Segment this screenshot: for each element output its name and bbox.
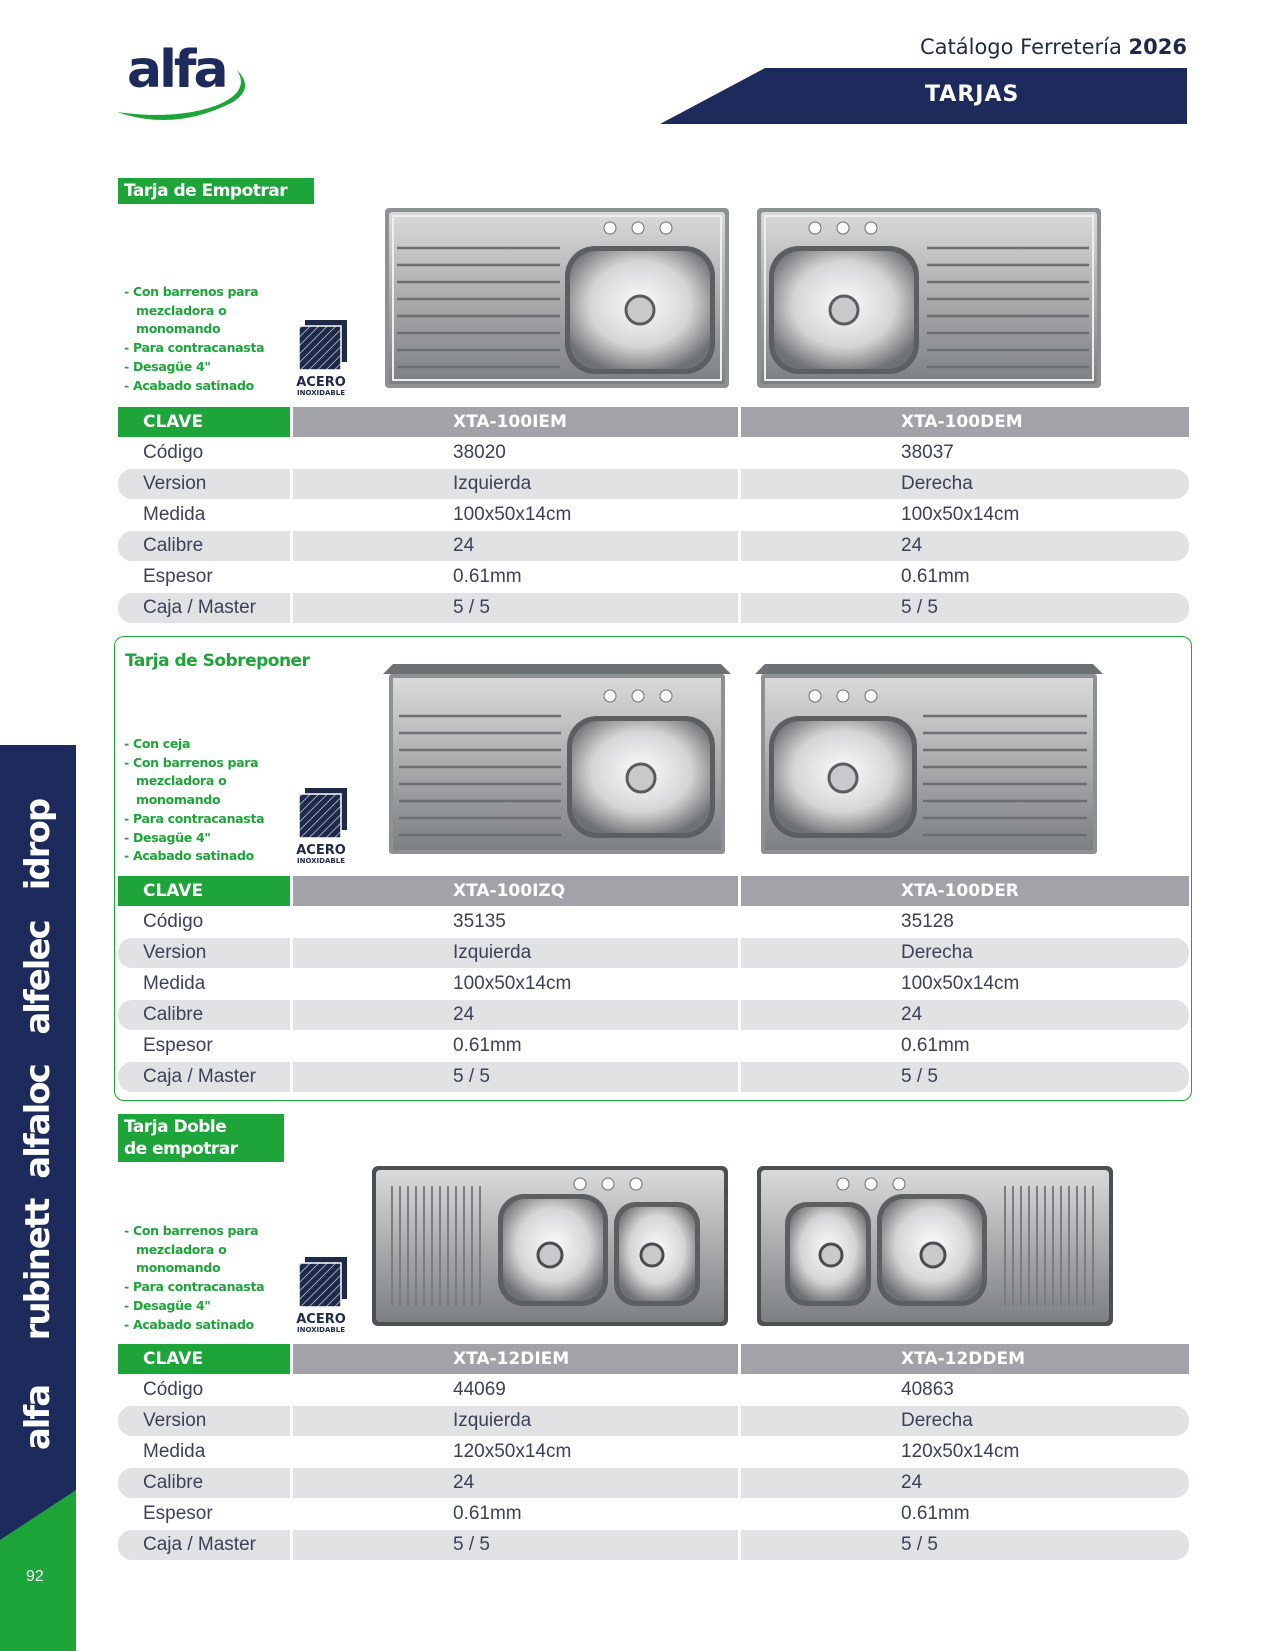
spec-table-sobreponer	[118, 876, 1188, 1093]
alfa-logo	[115, 40, 265, 130]
logo-text: alfa	[127, 40, 226, 100]
cell: 24	[741, 1468, 1189, 1498]
table-row	[118, 1000, 1188, 1031]
row-label: Calibre	[118, 531, 290, 561]
table-row	[118, 1437, 1188, 1468]
stainless-steel-icon	[299, 320, 349, 374]
cell: 120x50x14cm	[901, 1441, 1020, 1462]
feature-item: - Para contracanasta	[124, 340, 265, 356]
table-row	[118, 1530, 1188, 1561]
table-header-row	[118, 876, 1188, 907]
feature-item: - Acabado satinado	[124, 377, 254, 393]
catalog-year: 2026	[1128, 35, 1187, 59]
feature-item: - Con barrenos para	[124, 284, 259, 299]
sink-image-left	[383, 664, 731, 854]
section-banner-title: TARJAS	[925, 82, 1020, 107]
cell: 38037	[901, 442, 954, 463]
table-row	[118, 907, 1188, 938]
row-label: Caja / Master	[118, 593, 290, 623]
section-title-line1: Tarja Doble	[124, 1117, 227, 1137]
catalog-title	[920, 35, 1187, 59]
cell: 5 / 5	[293, 593, 738, 623]
section-title-sobreponer: Tarja de Sobreponer	[125, 651, 310, 671]
stainless-steel-badge	[293, 788, 349, 868]
table-row	[118, 1375, 1188, 1406]
header-cell: XTA-12DIEM	[293, 1344, 738, 1374]
header-cell: XTA-12DDEM	[741, 1344, 1189, 1374]
stainless-steel-icon	[299, 788, 349, 842]
feature-item: - Con barrenos para	[124, 1223, 259, 1238]
cell: 100x50x14cm	[901, 973, 1020, 994]
cell: 0.61mm	[453, 1035, 522, 1056]
cell: 100x50x14cm	[453, 973, 572, 994]
brand-alfaloc: alfaloc	[18, 1065, 58, 1179]
cell: Izquierda	[293, 469, 738, 499]
sink-image-right	[757, 208, 1101, 388]
header-cell: XTA-100DEM	[741, 407, 1189, 437]
header-cell: XTA-100DER	[741, 876, 1189, 906]
cell: 24	[741, 1000, 1189, 1030]
feature-item: monomando	[136, 321, 221, 337]
cell: 100x50x14cm	[453, 504, 572, 525]
feature-item: monomando	[136, 792, 221, 808]
section-title-empotrar: Tarja de Empotrar	[118, 178, 314, 204]
feature-item: - Acabado satinado	[124, 848, 254, 864]
cell: Derecha	[741, 938, 1189, 968]
badge-line1: ACERO	[296, 375, 346, 390]
cell: Izquierda	[293, 938, 738, 968]
cell: 44069	[453, 1379, 506, 1400]
row-label: Espesor	[143, 1035, 213, 1056]
row-label: Calibre	[118, 1000, 290, 1030]
cell: 24	[293, 531, 738, 561]
row-label: Código	[143, 911, 204, 932]
spec-table-empotrar	[118, 407, 1188, 624]
table-row	[118, 1062, 1188, 1093]
row-label: Código	[143, 442, 204, 463]
header-cell: CLAVE	[118, 407, 290, 437]
cell: 0.61mm	[453, 566, 522, 587]
cell: 35135	[453, 911, 506, 932]
stainless-steel-icon	[299, 1257, 349, 1311]
catalog-label: Catálogo Ferretería	[919, 35, 1122, 59]
badge-line1: ACERO	[296, 843, 346, 858]
feature-item: - Desagüe 4"	[124, 358, 211, 374]
brand-rubinett: rubinett	[18, 1199, 58, 1341]
sink-image-left	[372, 1166, 728, 1326]
row-label: Version	[118, 469, 290, 499]
cell: 0.61mm	[901, 1035, 970, 1056]
table-row	[118, 1468, 1188, 1499]
feature-item: monomando	[136, 1260, 221, 1276]
table-row	[118, 1031, 1188, 1062]
table-row	[118, 531, 1188, 562]
section-title-doble	[118, 1114, 284, 1162]
brand-alfelec: alfelec	[18, 921, 58, 1035]
cell: 5 / 5	[741, 593, 1189, 623]
badge-line2: INOXIDABLE	[297, 1326, 345, 1334]
table-row	[118, 938, 1188, 969]
sink-image-right	[757, 1166, 1113, 1326]
table-row	[118, 1499, 1188, 1530]
stainless-steel-badge	[293, 320, 349, 400]
cell: Derecha	[741, 1406, 1189, 1436]
cell: 120x50x14cm	[453, 1441, 572, 1462]
cell: 5 / 5	[741, 1062, 1189, 1092]
sink-image-left	[385, 208, 729, 388]
row-label: Version	[118, 938, 290, 968]
cell: 100x50x14cm	[901, 504, 1020, 525]
table-header-row	[118, 407, 1188, 438]
badge-line2: INOXIDABLE	[297, 389, 345, 397]
header-cell: CLAVE	[118, 876, 290, 906]
feature-item: - Desagüe 4"	[124, 1297, 211, 1313]
row-label: Caja / Master	[118, 1530, 290, 1560]
cell: 24	[741, 531, 1189, 561]
badge-line1: ACERO	[296, 1312, 346, 1327]
table-row	[118, 438, 1188, 469]
features-doble	[124, 1222, 264, 1334]
feature-item: mezcladora o	[136, 773, 227, 789]
table-row	[118, 562, 1188, 593]
feature-item: mezcladora o	[136, 1241, 227, 1257]
brand-alfa: alfa	[18, 1385, 58, 1451]
table-row	[118, 469, 1188, 500]
table-header-row	[118, 1344, 1188, 1375]
feature-item: - Con ceja	[124, 736, 191, 751]
badge-line2: INOXIDABLE	[297, 857, 345, 865]
row-label: Caja / Master	[118, 1062, 290, 1092]
cell: 0.61mm	[453, 1503, 522, 1524]
cell: 24	[293, 1000, 738, 1030]
row-label: Espesor	[143, 1503, 213, 1524]
row-label: Medida	[143, 1441, 206, 1462]
table-row	[118, 1406, 1188, 1437]
cell: 40863	[901, 1379, 954, 1400]
stainless-steel-badge	[293, 1257, 349, 1337]
row-label: Medida	[143, 504, 206, 525]
section-title-line2: de empotrar	[124, 1139, 238, 1159]
feature-item: - Para contracanasta	[124, 1279, 265, 1295]
page-number: 92	[26, 1568, 44, 1585]
features-empotrar	[124, 283, 264, 395]
header-cell: XTA-100IEM	[293, 407, 738, 437]
row-label: Código	[143, 1379, 204, 1400]
table-row	[118, 500, 1188, 531]
cell: 5 / 5	[741, 1530, 1189, 1560]
cell: 35128	[901, 911, 954, 932]
cell: Izquierda	[293, 1406, 738, 1436]
cell: Derecha	[741, 469, 1189, 499]
cell: 0.61mm	[901, 1503, 970, 1524]
cell: 5 / 5	[293, 1062, 738, 1092]
feature-item: - Desagüe 4"	[124, 829, 211, 845]
sink-image-right	[755, 664, 1103, 854]
row-label: Medida	[143, 973, 206, 994]
feature-item: - Para contracanasta	[124, 810, 265, 826]
cell: 0.61mm	[901, 566, 970, 587]
cell: 5 / 5	[293, 1530, 738, 1560]
cell: 38020	[453, 442, 506, 463]
table-row	[118, 969, 1188, 1000]
header-cell: XTA-100IZQ	[293, 876, 738, 906]
row-label: Calibre	[118, 1468, 290, 1498]
spec-table-doble	[118, 1344, 1188, 1561]
feature-item: - Con barrenos para	[124, 754, 259, 770]
row-label: Version	[118, 1406, 290, 1436]
header-cell: CLAVE	[118, 1344, 290, 1374]
brand-idrop: idrop	[18, 799, 58, 891]
table-row	[118, 593, 1188, 624]
feature-item: - Acabado satinado	[124, 1316, 254, 1332]
features-sobreponer	[124, 735, 264, 866]
section-banner	[660, 68, 1187, 124]
feature-item: mezcladora o	[136, 302, 227, 318]
row-label: Espesor	[143, 566, 213, 587]
cell: 24	[293, 1468, 738, 1498]
